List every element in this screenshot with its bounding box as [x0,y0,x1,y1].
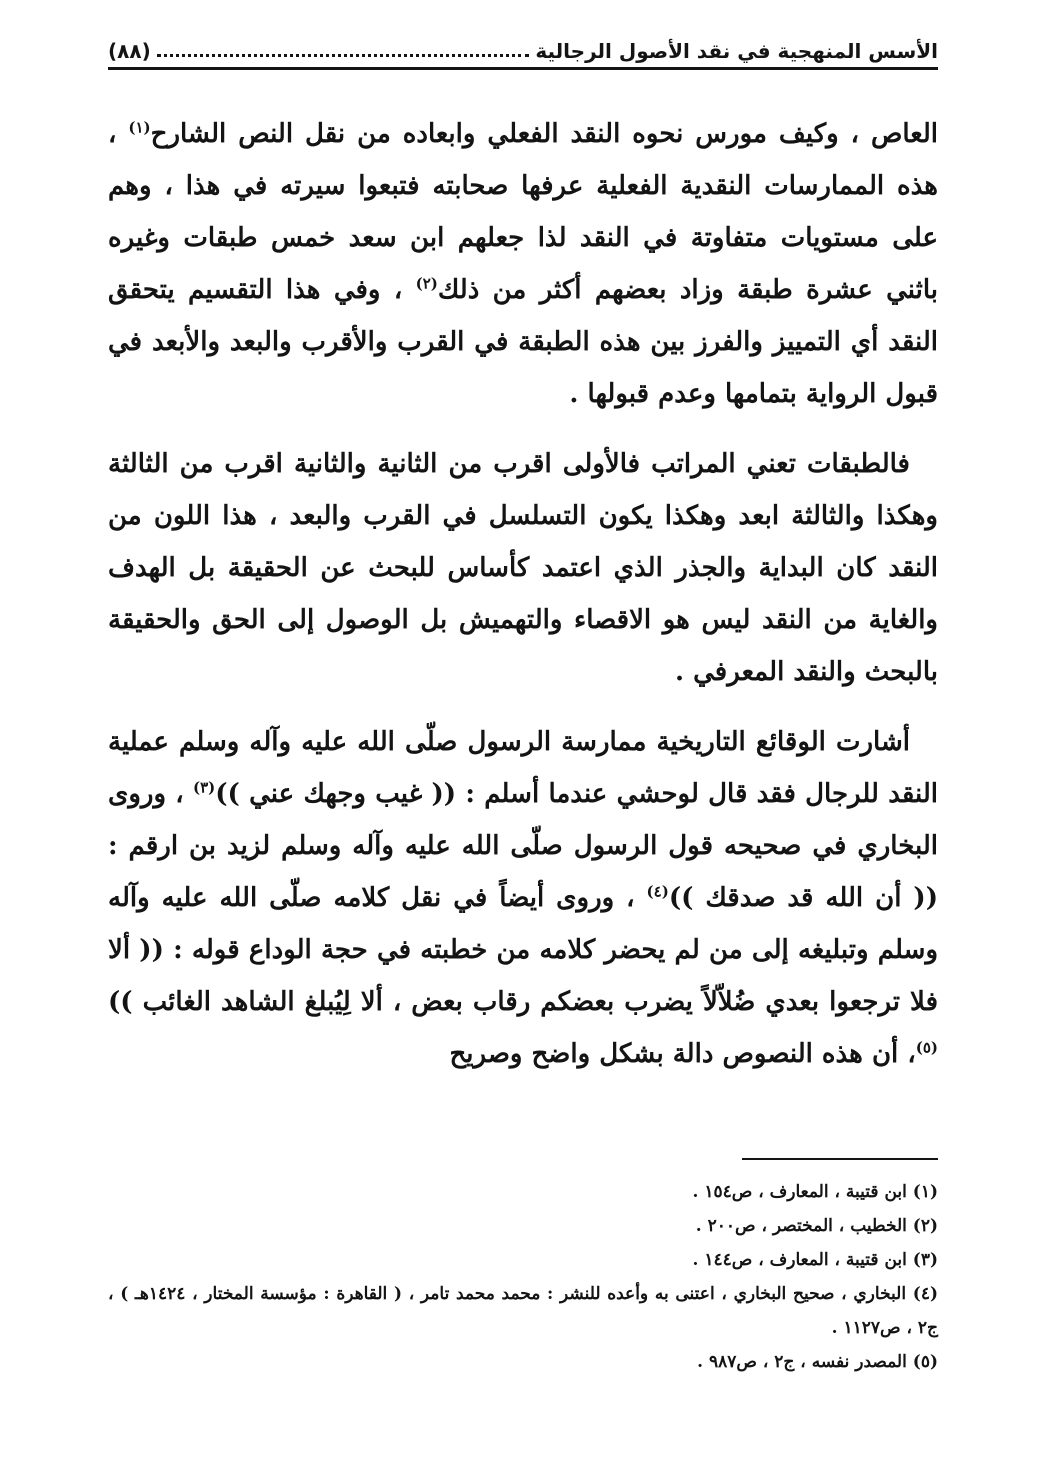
running-header [108,30,938,70]
footnote-1: (١) ابن قتيبة ، المعارف ، ص١٥٤ . [692,1182,938,1202]
page-number: (٨٨) [108,39,151,63]
footnote-separator [742,1158,938,1160]
footnote-2: (٢) الخطيب ، المختصر ، ص٢٠٠ . [695,1216,938,1236]
paragraph-2 [108,438,938,698]
footnotes [108,1175,938,1379]
page [108,30,938,1098]
footnote-4: (٤) البخاري ، صحيح البخاري ، اعتنى به وأعده للنشر : محمد محمد تامر ، ( القاهرة : مؤسسة المختار ، ١٤٢٤هـ ) ، ج٢ ، ص١١٢٧ . [108,1284,939,1338]
footnote-ref-5[interactable]: (٥) [915,1038,938,1057]
paragraph-text: فالطبقات تعني المراتب فالأولى اقرب من الثانية والثانية اقرب من الثالثة وهكذا والثالثة ابعد وهكذا يكون التسلسل في القرب والبعد ، هذا اللون من النقد كان البداية والجذر الذي اعتمد كأساس للبحث عن الحقيقة بل الهدف والغاية من النقد ليس هو الاقصاء والتهميش بل الوصول إلى الحق والحقيقة بالبحث والنقد المعرفي . [108,449,938,687]
paragraph-text: العاص ، وكيف مورس نحوه النقد الفعلي وابعاده من نقل النص الشارح [150,119,938,149]
body-text [108,108,938,1080]
paragraph-text: ، هذه الممارسات النقدية الفعلية عرفها صحابته فتبعوا سيرته في هذا ، وهم على مستويات متفاوتة في النقد لذا جعلهم ابن سعد خمس طبقات وغيره باثني عشرة طبقة وزاد بعضهم أكثر من ذلك [108,119,939,305]
paragraph-3 [108,716,938,1080]
header-dot-leader [157,54,530,57]
paragraph-text: ، أن هذه النصوص دالة بشكل واضح وصريح [449,1039,916,1069]
paragraph-text: ، وروى أيضاً في نقل كلامه صلّى الله عليه وآله وسلم وتبليغه إلى من لم يحضر كلامه من خطبته في حجة الوداع قوله : (( ألا فلا ترجعوا بعدي ضُلاّلاً يضرب بعضكم رقاب بعض ، ألا لِيُبلغ الشاهد الغائب )) [108,883,938,1017]
paragraph-1 [108,108,938,420]
footnote-5: (٥) المصدر نفسه ، ج٢ ، ص٩٨٧ . [697,1352,938,1372]
paragraph-text: ، وروى البخاري في صحيحه قول الرسول صلّى الله عليه وآله وسلم لزيد بن ارقم : (( أن الله قد صدقك )) [108,779,938,913]
paragraph-text: أشارت الوقائع التاريخية ممارسة الرسول صلّى الله عليه وآله وسلم عملية النقد للرجال فقد قال لوحشي عندما أسلم : (( غيب وجهك عني )) [108,727,938,809]
footnote-ref-2[interactable]: (٢) [415,274,438,293]
paragraph-text: ، وفي هذا التقسيم يتحقق النقد أي التمييز والفرز بين هذه الطبقة في القرب والأقرب والبعد والأبعد في قبول الرواية بتمامها وعدم قبولها . [108,275,938,409]
footnote-ref-4[interactable]: (٤) [646,882,669,901]
footnote-ref-3[interactable]: (٣) [192,778,216,797]
running-title: الأسس المنهجية في نقد الأصول الرجالية [535,39,938,63]
footnote-3: (٣) ابن قتيبة ، المعارف ، ص١٤٤ . [692,1250,938,1270]
footnote-ref-1[interactable]: (١) [128,118,151,137]
